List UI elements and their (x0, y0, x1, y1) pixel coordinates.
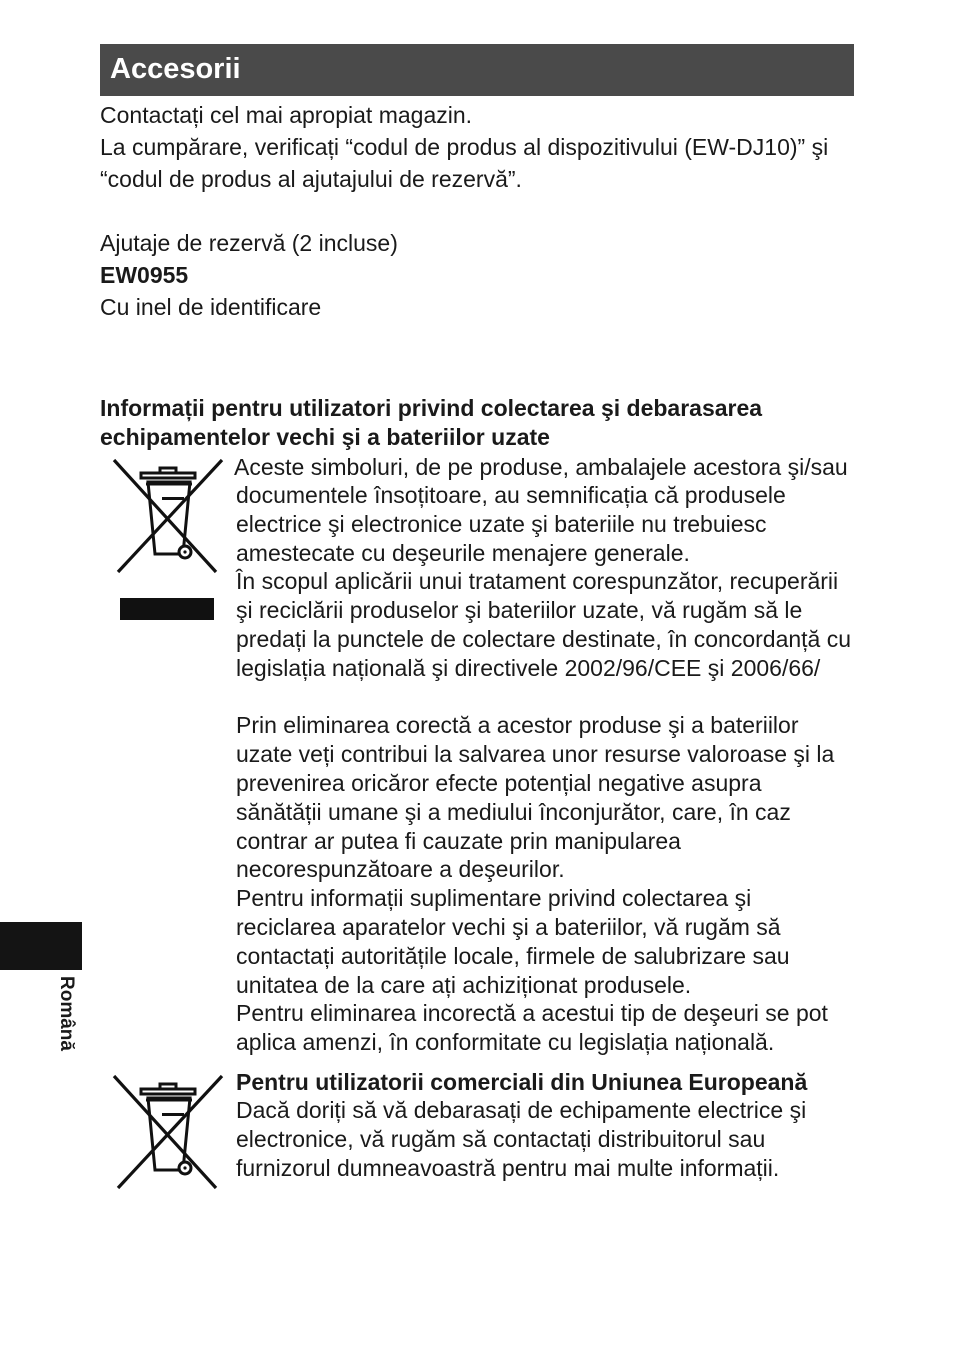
accessory-note: Cu inel de identificare (100, 294, 322, 320)
language-label: Română (56, 976, 77, 1051)
disposal-line: În scopul aplicării unui tratament corespunzător, recuperării (236, 568, 839, 595)
disposal-line: sănătății umane şi a mediului înconjurător, care, în caz (236, 798, 791, 825)
disposal-line: reciclarea aparatelor vechi şi a bateriilor, vă rugăm să (236, 913, 781, 940)
disposal-line: electrice şi electronice uzate şi bateriile nu trebuiesc (236, 510, 767, 537)
eu-line: furnizorul dumneavoastră pentru mai multe informații. (236, 1154, 780, 1181)
eu-heading: Pentru utilizatorii comerciali din Uniunea Europeană (236, 1069, 808, 1095)
disposal-first-line: Aceste simboluri, de pe produse, ambalajele acestora şi/sau (234, 454, 848, 480)
disposal-line: contactați autoritățile locale, firmele de salubrizare sau (236, 942, 790, 969)
eu-line: electronice, vă rugăm să contactați distribuitorul sau (236, 1125, 766, 1152)
eu-text (236, 1096, 806, 1182)
intro-line-2: La cumpărare, verificați “codul de produs al dispozitivului (EW-DJ10)” şi (100, 134, 829, 160)
disposal-line: prevenirea oricăror efecte potențial negative asupra (236, 769, 762, 796)
disposal-line: şi reciclării produselor şi bateriilor uzate, vă rugăm să le (236, 597, 803, 624)
weee-bin-icon (112, 1074, 224, 1190)
battery-bar (120, 598, 214, 620)
accessory-code: EW0955 (100, 262, 189, 288)
disposal-line: predați la punctele de colectare destinate, în concordanță cu (236, 625, 852, 652)
disposal-line: unitatea de la care ați achiziționat produsele. (236, 971, 692, 998)
disposal-line: uzate veți contribui la salvarea unor resurse valoroase şi la (236, 741, 835, 768)
disposal-line: documentele însoțitoare, au semnificația că produsele (236, 482, 786, 508)
section-header (100, 44, 854, 96)
disposal-line: amestecate cu deşeurile menajere generale. (236, 539, 690, 566)
disposal-line: legislația națională şi directivele 2002/96/CEE şi 2006/66/ (236, 654, 821, 681)
language-tab-marker (0, 922, 82, 970)
disposal-line: Pentru informații suplimentare privind colectarea şi (236, 885, 752, 912)
section-title: Accesorii (110, 53, 241, 85)
disposal-line: contrar ar putea fi cauzate prin manipularea (236, 827, 681, 854)
intro-line-1: Contactați cel mai apropiat magazin. (100, 102, 473, 128)
disposal-heading-line-2: echipamentelor vechi şi a bateriilor uzate (100, 424, 550, 450)
disposal-heading-line-1: Informații pentru utilizatori privind colectarea şi debarasarea (100, 395, 763, 421)
disposal-line (236, 683, 851, 712)
intro-line-3: “codul de produs al ajutajului de rezervă”. (100, 166, 522, 192)
disposal-line: aplica amenzi, în conformitate cu legislația națională. (236, 1029, 775, 1056)
accessory-name: Ajutaje de rezervă (2 incluse) (100, 230, 398, 256)
weee-bin-icon (112, 458, 224, 574)
disposal-line: Prin eliminarea corectă a acestor produse şi a bateriilor (236, 712, 799, 739)
eu-line: Dacă doriți să vă debarasați de echipamente electrice şi (236, 1097, 807, 1123)
disposal-line: necorespunzătoare a deşeurilor. (236, 856, 565, 883)
disposal-line: Pentru eliminarea incorectă a acestui tip de deşeuri se pot (236, 1000, 828, 1027)
disposal-text (236, 481, 851, 1057)
